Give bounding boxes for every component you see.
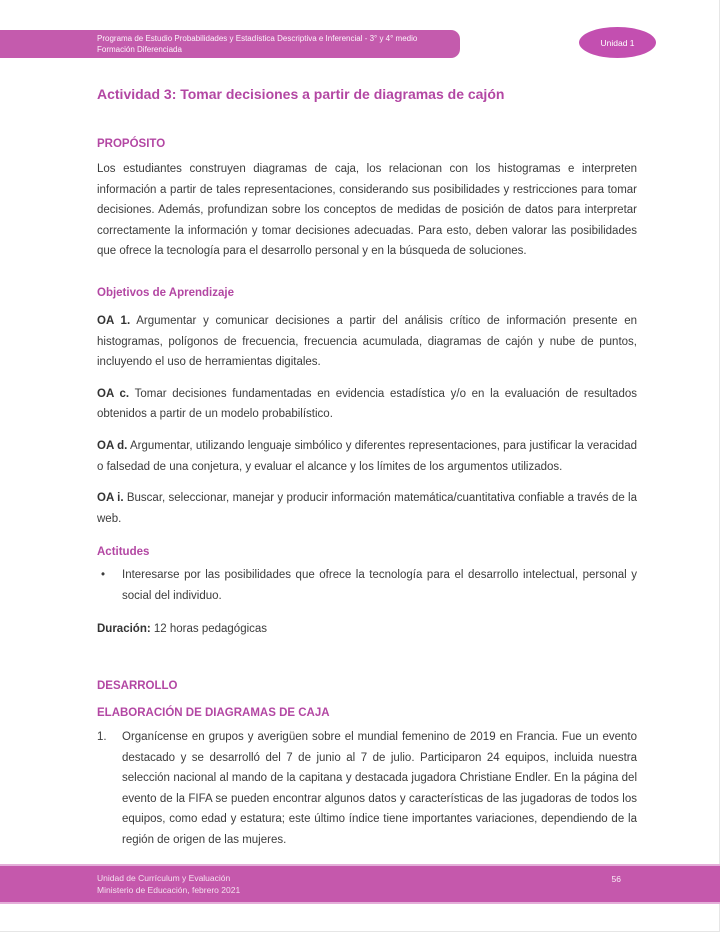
actitudes-bullet-text: Interesarse por las posibilidades que ofrece la tecnología para el desarrollo intelectual, personal y social del individuo. <box>122 569 637 602</box>
duracion-value: 12 horas pedagógicas <box>153 622 268 635</box>
oa-item-d-label: OA d. <box>97 439 128 452</box>
oa-item-1 <box>97 311 637 373</box>
oa-item-d <box>97 436 637 477</box>
unit-badge: Unidad 1 <box>579 27 656 58</box>
oa-item-c-text: Tomar decisiones fundamentadas en evidencia estadística y/o en la evaluación de resultados obtenidos a partir de un modelo probabilístico. <box>97 387 637 421</box>
actitudes-bullet-item <box>97 565 637 606</box>
footer-credits <box>97 873 240 896</box>
actitudes-heading: Actitudes <box>97 546 150 559</box>
oa-item-d-text: Argumentar, utilizando lenguaje simbólico y diferentes representaciones, para justificar la veracidad o falsedad de una conjetura, y evaluar el alcance y los límites de los argumentos utilizados. <box>97 439 637 473</box>
duracion-label: Duración: <box>97 622 151 635</box>
program-banner-line2: Formación Diferenciada <box>97 45 182 54</box>
activity-title: Actividad 3: Tomar decisiones a partir de diagramas de cajón <box>97 86 505 102</box>
content-column <box>97 0 637 851</box>
bullet-icon: • <box>101 569 106 582</box>
proposito-paragraph: Los estudiantes construyen diagramas de caja, los relacionan con los histogramas e interpreten información a partir de tales representaciones, considerando sus posibilidades y restricciones para tomar decisiones. Además, profundizan sobre los conceptos de medidas de posición de datos para interpretar correctamente la información y tomar decisiones adecuadas. Para esto, deben valorar las posibilidades que ofrece la tecnología para el desarrollo personal y en la búsqueda de soluciones. <box>97 163 637 258</box>
oa-item-i-text: Buscar, seleccionar, manejar y producir información matemática/cuantitativa confiable a través de la web. <box>97 492 637 525</box>
numbered-item-1-text: Organícense en grupos y averigüen sobre el mundial femenino de 2019 en Francia. Fue un evento destacado y se desarrolló del 7 de junio al 7 de julio. Participaron 24 equipos, incluida nuestra selección nacional al mando de la capitana y destacada jugadora Christiane Endler. En la página del evento de la FIFA se pueden encontrar algunos datos y características de las jugadoras de todos los equipos, como edad y estatura; este último índice tiene importantes variaciones, dependiendo de la región de origen de las mujeres. <box>122 731 637 847</box>
duracion-line <box>97 619 637 640</box>
numbered-item-1-number: 1. <box>97 731 107 744</box>
oa-item-1-text: Argumentar y comunicar decisiones a partir del análisis crítico de información presente en histogramas, polígonos de frecuencia, frecuencia acumulada, diagramas de cajón y nube de puntos, incluyendo el uso de herramientas digitales. <box>97 314 638 369</box>
program-banner-line1: Programa de Estudio Probabilidades y Estadística Descriptiva e Inferencial - 3° y 4° medio <box>97 34 418 43</box>
proposito-heading: PROPÓSITO <box>97 138 166 150</box>
oa-item-i-label: OA i. <box>97 492 124 505</box>
page-number: 56 <box>611 874 621 884</box>
footer-band <box>0 864 720 904</box>
footer-credits-line2: Ministerio de Educación, febrero 2021 <box>97 884 241 895</box>
footer-credits-line1: Unidad de Currículum y Evaluación <box>97 873 231 883</box>
oa-item-i <box>97 488 637 529</box>
numbered-item-1 <box>97 727 637 851</box>
oa-item-c <box>97 384 637 425</box>
elaboracion-subheading: ELABORACIÓN DE DIAGRAMAS DE CAJA <box>97 707 330 720</box>
oa-item-c-label: OA c. <box>97 387 130 400</box>
objetivos-heading: Objetivos de Aprendizaje <box>97 286 234 299</box>
oa-item-1-label: OA 1. <box>97 314 131 327</box>
desarrollo-heading: DESARROLLO <box>97 680 178 693</box>
